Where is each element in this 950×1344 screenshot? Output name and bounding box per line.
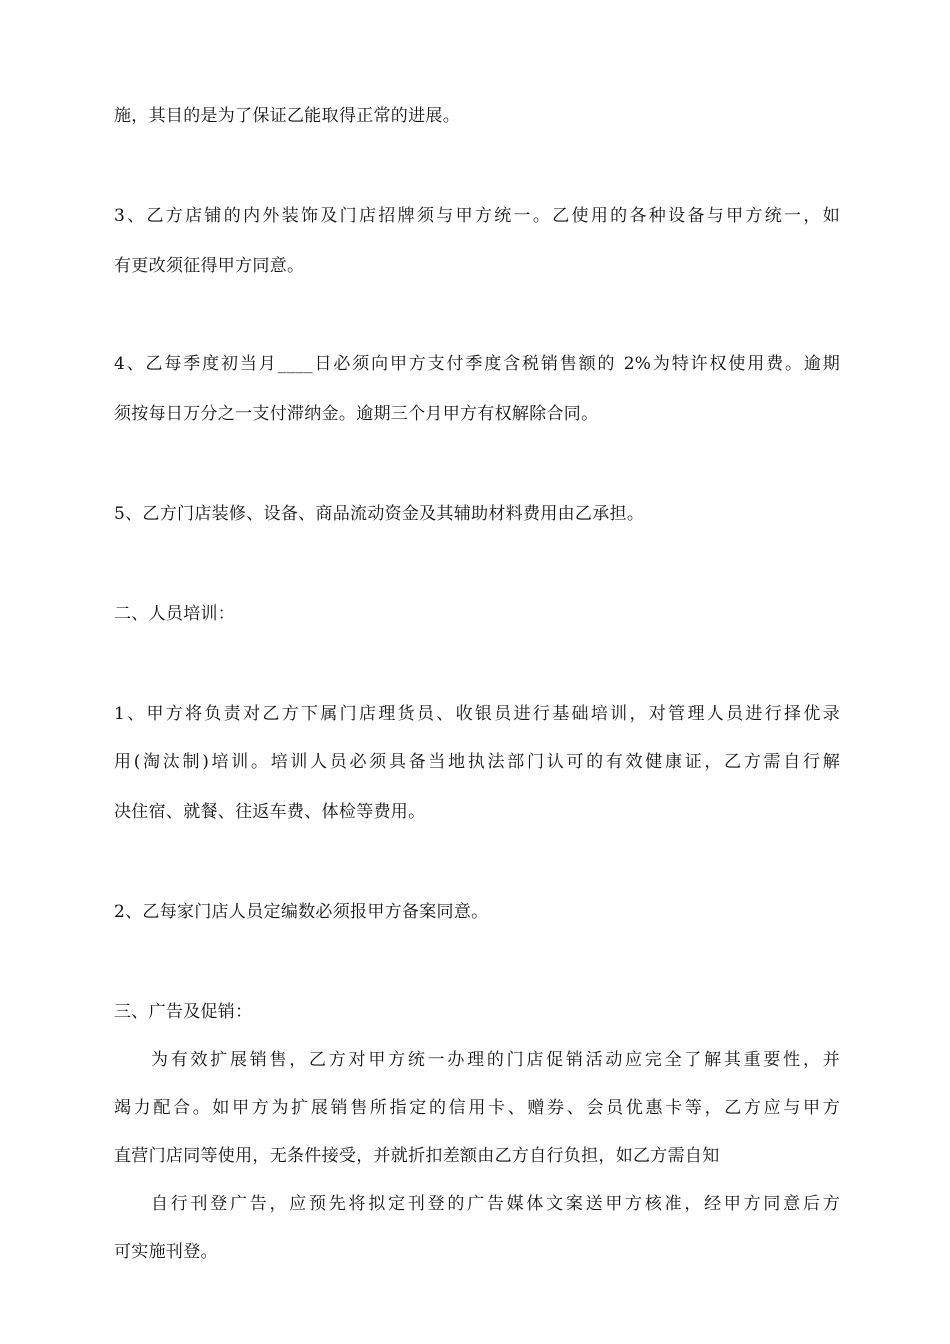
paragraph-continuation: 施，其目的是为了保证乙能取得正常的进展。 (114, 106, 460, 126)
advertising-paragraph-1-line-3: 直营门店同等使用，无条件接受，并就折扣差额由乙方自行负担，如乙方需自知 (114, 1146, 720, 1166)
clause-4-line-1: 4、乙每季度初当月____日必须向甲方支付季度含税销售额的 2%为特许权使用费。逾期 (114, 354, 840, 374)
section-heading-advertising: 三、广告及促销： (114, 1002, 253, 1022)
training-clause-1-line-3: 决住宿、就餐、往返车费、体检等费用。 (114, 802, 426, 822)
advertising-paragraph-2-line-2: 可实施刊登。 (114, 1242, 218, 1262)
training-clause-1-line-2: 用(淘汰制)培训。培训人员必须具备当地执法部门认可的有效健康证，乙方需自行解 (114, 752, 840, 772)
advertising-paragraph-2-line-1: 自行刊登广告，应预先将拟定刊登的广告媒体文案送甲方核准，经甲方同意后方 (151, 1194, 840, 1214)
clause-4-line-2: 须按每日万分之一支付滞纳金。逾期三个月甲方有权解除合同。 (114, 404, 599, 424)
clause-5-line-1: 5、乙方门店装修、设备、商品流动资金及其辅助材料费用由乙承担。 (114, 504, 645, 524)
clause-3-line-2: 有更改须征得甲方同意。 (114, 256, 305, 276)
clause-3-line-1: 3、乙方店铺的内外装饰及门店招牌须与甲方统一。乙使用的各种设备与甲方统一，如 (114, 206, 840, 226)
section-heading-training: 二、人员培训： (114, 604, 236, 624)
advertising-paragraph-1-line-1: 为有效扩展销售，乙方对甲方统一办理的门店促销活动应完全了解其重要性，并 (151, 1050, 840, 1070)
advertising-paragraph-1-line-2: 竭力配合。如甲方为扩展销售所指定的信用卡、赠券、会员优惠卡等，乙方应与甲方 (114, 1098, 840, 1118)
training-clause-2-line-1: 2、乙每家门店人员定编数必须报甲方备案同意。 (114, 902, 489, 922)
training-clause-1-line-1: 1、甲方将负责对乙方下属门店理货员、收银员进行基础培训，对管理人员进行择优录 (114, 704, 840, 724)
